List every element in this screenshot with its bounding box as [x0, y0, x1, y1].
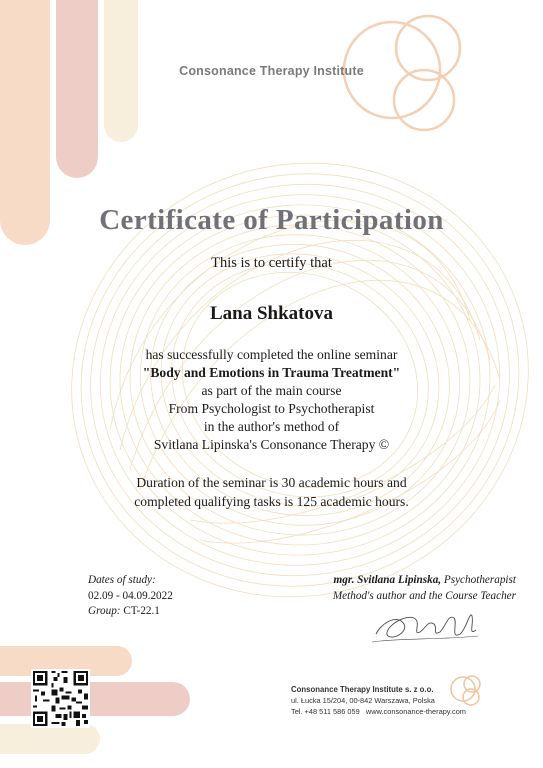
teacher-name-line: [333, 573, 516, 589]
body-line: in the author's method of: [203, 419, 340, 434]
method-name: Svitlana Lipinska's Consonance Therapy ©: [153, 437, 390, 452]
footer-website[interactable]: www.consonance-therapy.com: [365, 707, 466, 716]
decor-bar-cream-bottom: [0, 724, 100, 754]
teacher-role: Psychotherapist: [443, 574, 516, 586]
study-dates: [88, 573, 173, 620]
dates-range: 02.09 - 04.09.2022: [88, 589, 173, 602]
footer-contact-line: [291, 706, 466, 717]
footer-phone: Tel. +48 511 586 059: [291, 707, 360, 716]
duration-line: completed qualifying tasks is 125 academic hours.: [134, 494, 409, 509]
course-name: From Psychologist to Psychotherapist: [168, 401, 375, 416]
body-line: as part of the main course: [201, 383, 342, 398]
rings-logo-icon: [447, 673, 487, 709]
dates-label: Dates of study:: [88, 574, 156, 586]
footer-address: ul. Łucka 15/204, 00-842 Warszawa, Polska: [291, 696, 435, 705]
body-line: has successfully completed the online seminar: [145, 347, 398, 362]
teacher-name: mgr. Svitlana Lipinska,: [333, 574, 442, 586]
recipient-name: Lana Shkatova: [209, 303, 334, 324]
signature-icon: [368, 600, 488, 648]
group-label: Group:: [88, 605, 121, 617]
group-value: CT-22.1: [123, 605, 160, 617]
decor-bar-rose-bottom: [0, 682, 190, 716]
certificate-body: [0, 346, 543, 454]
certificate-title: Certificate of Participation: [99, 204, 444, 236]
seminar-name: "Body and Emotions in Trauma Treatment": [142, 365, 401, 380]
certify-text: This is to certify that: [211, 255, 332, 271]
footer-contact: [291, 684, 466, 717]
duration-line: Duration of the seminar is 30 academic hours and: [136, 475, 407, 490]
group-info: [88, 604, 173, 620]
duration-text: [0, 473, 543, 511]
footer-company: Consonance Therapy Institute s. z o.o.: [291, 685, 434, 694]
teacher-title: Method's author and the Course Teacher: [332, 589, 516, 602]
qr-code-icon: [31, 669, 90, 728]
institute-header: Consonance Therapy Institute: [179, 64, 364, 78]
